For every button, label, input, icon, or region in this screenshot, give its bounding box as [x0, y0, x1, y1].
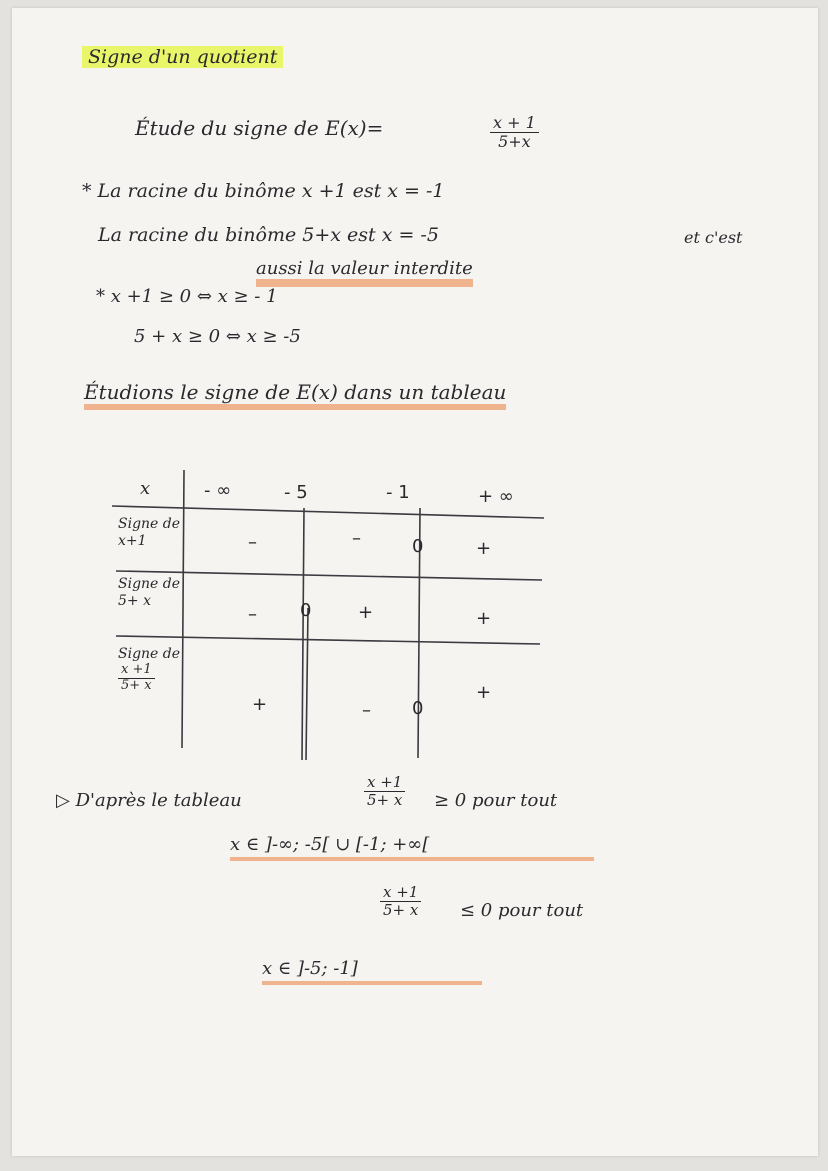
row2-sign-3: + [476, 608, 492, 629]
table-header-minus-1: - 1 [386, 482, 410, 503]
conclusion-fraction-1-denominator: 5+ x [367, 791, 403, 810]
conclusion-fraction-1 [364, 774, 405, 810]
row2-sign-1: – [248, 604, 257, 625]
root-line-1: * La racine du binôme x +1 est x = -1 [82, 180, 445, 202]
vline-m5-a [302, 508, 304, 760]
row1-label-line1: Signe de [118, 516, 181, 532]
row3-label-line1: Signe de [118, 646, 181, 662]
row3-sign-2: – [362, 700, 371, 721]
inequality-line-1: * x +1 ≥ 0 ⇔ x ≥ - 1 [96, 286, 278, 307]
row1-label-line2: x+1 [118, 532, 147, 549]
row1-zero: 0 [412, 536, 424, 557]
row2-label-line1: Signe de [118, 576, 181, 592]
table-header-minus-5: - 5 [284, 482, 308, 503]
table-intro: Étudions le signe de E(x) dans un tableau [84, 380, 506, 410]
notebook-page [12, 8, 818, 1156]
conclusion-fraction-2-numerator: x +1 [380, 884, 421, 902]
table-header-minus-infinity: - ∞ [204, 480, 232, 501]
row3-fraction-numerator: x +1 [118, 663, 155, 679]
row2-sign-2: + [358, 602, 374, 623]
table-header-variable: x [140, 478, 151, 499]
row1-sign-2: – [352, 528, 361, 549]
row1-sign-1: – [248, 532, 257, 553]
table-row-line-2 [116, 636, 540, 644]
main-fraction-numerator: x + 1 [490, 114, 539, 133]
forbidden-value-note: aussi la valeur interdite [256, 258, 473, 287]
main-fraction [490, 114, 539, 152]
conclusion-relation-2: ≤ 0 pour tout [460, 900, 584, 921]
conclusion-set-2: x ∈ ]-5; -1] [262, 958, 482, 985]
vline-m5-b [306, 608, 308, 760]
table-header-plus-infinity: + ∞ [478, 486, 514, 507]
row3-sign-3: + [476, 682, 492, 703]
row2-label-line2: 5+ x [118, 592, 151, 609]
conclusion-fraction-1-numerator: x +1 [364, 774, 405, 792]
conclusion-set-1: x ∈ ]-∞; -5[ ∪ [-1; +∞[ [230, 834, 594, 861]
row2-label [118, 576, 180, 610]
row1-sign-3: + [476, 538, 492, 559]
page-title: Signe d'un quotient [82, 46, 283, 68]
row3-sign-1: + [252, 694, 268, 715]
conclusion-fraction-2-denominator: 5+ x [383, 901, 419, 920]
inequality-line-2: 5 + x ≥ 0 ⇔ x ≥ -5 [134, 326, 301, 347]
row1-label [118, 516, 180, 550]
root-note: et c'est [684, 228, 743, 247]
conclusion-intro: ▷ D'après le tableau [56, 790, 242, 811]
row3-fraction [118, 663, 155, 694]
main-fraction-denominator: 5+x [498, 132, 531, 152]
root-line-2: La racine du binôme 5+x est x = -5 [98, 224, 439, 246]
row3-label [118, 646, 180, 694]
row2-zero: 0 [300, 600, 312, 621]
row3-fraction-denominator: 5+ x [121, 677, 152, 693]
table-label-divider [182, 470, 184, 748]
study-heading: Étude du signe de E(x)= [135, 116, 384, 140]
row3-zero: 0 [412, 698, 424, 719]
conclusion-fraction-2 [380, 884, 421, 920]
conclusion-relation-1: ≥ 0 pour tout [434, 790, 558, 811]
